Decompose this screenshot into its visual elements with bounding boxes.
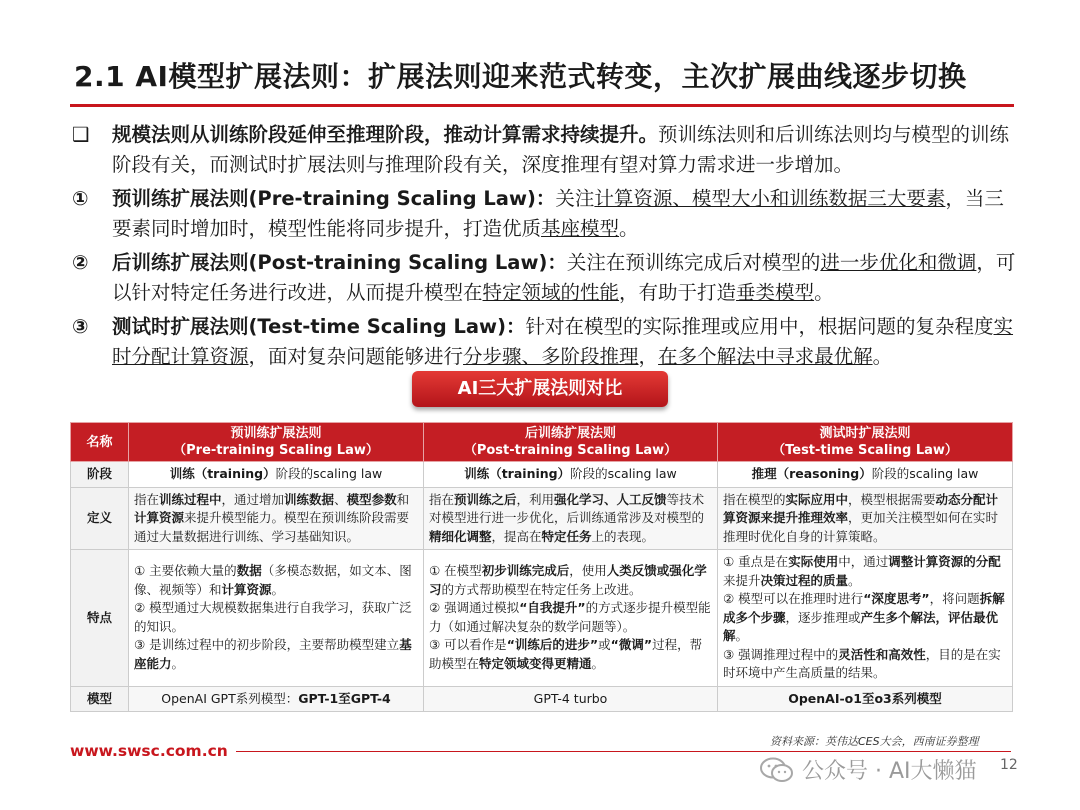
cell-bold: 推理（reasoning）	[751, 466, 872, 481]
table-row-model	[71, 686, 1013, 712]
bullet-text: ，	[638, 345, 659, 368]
cell-model-pretraining	[129, 686, 424, 712]
bullet-underline: 在多个解法中寻求最优解	[658, 345, 873, 368]
cell-text: ② 模型可以在推理时进行	[723, 591, 864, 606]
cell-bold: 精细化调整	[429, 528, 492, 544]
header-testtime	[718, 423, 1013, 462]
cell-features-posttraining	[424, 550, 718, 687]
table-row-features	[71, 550, 1013, 687]
bullet-heading: 测试时扩展法则(Test-time Scaling Law)：	[112, 315, 526, 338]
header-pretraining-en: （Pre-training Scaling Law）	[173, 443, 379, 458]
bullet-heading: 后训练扩展法则(Post-training Scaling Law)：	[112, 251, 567, 274]
cell-definition-testtime	[718, 487, 1013, 550]
bullet-posttraining	[72, 248, 1020, 308]
cell-text: ，通过增加	[221, 491, 285, 507]
bullet-underline: 实时分配计算资源	[112, 315, 1014, 368]
cell-bold: 灵活性和高效性	[838, 646, 926, 662]
cell-model-testtime	[718, 686, 1013, 712]
watermark	[760, 754, 977, 785]
bullet-underline: 特定领域的性能	[482, 281, 620, 304]
header-testtime-en: （Test-time Scaling Law）	[772, 443, 958, 458]
cell-text: ，模型根据需要	[848, 491, 936, 507]
cell-text: 。	[171, 655, 185, 671]
bullet-text: ，可以针对特定任务进行改进，从而提升模型在	[112, 251, 1016, 304]
header-testtime-title: 测试时扩展法则	[819, 426, 911, 441]
cell-text: 。	[735, 628, 749, 643]
cell-text: 阶段的scaling law	[570, 466, 677, 481]
cell-text: 阶段的scaling law	[275, 466, 383, 481]
cell-bold: 动态分配计算资源来提升推理效率	[723, 491, 999, 525]
cell-text: 中，通过	[838, 554, 889, 569]
bullet-text: 针对在模型的实际推理或应用中，根据问题的复杂程度	[525, 315, 994, 338]
cell-stage-testtime	[718, 462, 1013, 488]
feature-item	[134, 562, 418, 599]
feature-item	[429, 636, 712, 673]
header-pretraining-title: 预训练扩展法则	[230, 426, 322, 441]
table-header-row	[71, 423, 1013, 462]
cell-model-posttraining: GPT-4 turbo	[424, 686, 718, 712]
cell-bold: 训练数据	[284, 491, 335, 507]
row-label-stage: 阶段	[71, 462, 129, 488]
cell-bold: 数据	[236, 563, 262, 579]
bullet-text: 。	[619, 217, 639, 240]
feature-item	[723, 590, 1007, 646]
cell-bold: “微调”	[610, 637, 653, 653]
cell-text: 、	[334, 491, 347, 507]
bullet-list	[72, 120, 1020, 376]
cell-text: 过程，帮助模型在	[429, 637, 703, 671]
cell-bold: 训练（training）	[169, 466, 276, 481]
cell-text: 或	[598, 637, 611, 653]
cell-bold: 调整计算资源的分配	[888, 554, 1001, 569]
bullet-intro	[72, 120, 1020, 180]
bullet-underline: 基座模型	[541, 217, 620, 240]
bullet-text: ，有助于打造	[619, 281, 737, 304]
header-name: 名称	[71, 423, 129, 462]
cell-text: 。	[591, 655, 605, 671]
cell-bold: ，评估最优解	[723, 609, 999, 643]
cell-bold: 决策过程的质量	[760, 572, 849, 588]
feature-item	[134, 599, 418, 636]
cell-text: 来提升模型能力。模型在预训练阶段需要通过大量数据进行训练、学习基础知识。	[134, 510, 410, 544]
bullet-underline: 分步骤、多阶段推理	[463, 345, 639, 368]
bullet-text: 关注在预训练完成后对模型的	[566, 251, 821, 274]
header-posttraining-en: （Post-training Scaling Law）	[463, 443, 678, 458]
bullet-underline: 垂类模型	[736, 281, 815, 304]
cell-text: ③ 可以看作是	[429, 637, 507, 653]
cell-bold: 特定任务	[541, 528, 592, 544]
bullet-heading: 预训练扩展法则(Pre-training Scaling Law)：	[112, 187, 556, 210]
cell-text: ③ 强调推理过程中的	[723, 646, 839, 662]
bullet-underline: 计算资源、模型大小和训练数据三大要素	[594, 187, 946, 210]
cell-features-testtime	[718, 550, 1013, 687]
cell-text: 等技术对模型进行进一步优化，后训练通常涉及对模型的	[429, 491, 705, 525]
table-row-stage	[71, 462, 1013, 488]
cell-bold: GPT-1至GPT-4	[298, 690, 391, 706]
cell-text: OpenAI GPT系列模型：	[161, 690, 299, 706]
cell-bold: “训练后的进步”	[506, 637, 599, 653]
cell-text: 的方式逐步提升模型能力（如通过解决复杂的数学问题等）。	[429, 600, 711, 634]
feature-item	[429, 562, 712, 599]
page-number: 12	[1000, 757, 1018, 773]
header-posttraining-title: 后训练扩展法则	[524, 426, 616, 441]
circled-one-icon: ①	[72, 187, 89, 210]
cell-text: 来提升	[723, 572, 761, 588]
cell-text: ，将问题	[929, 591, 980, 606]
row-label-definition: 定义	[71, 487, 129, 550]
feature-item	[723, 646, 1007, 683]
cell-text: 。	[271, 581, 285, 597]
bullet-intro-text: 预训练法则和后训练法则均与模型的训练阶段有关，而测试时扩展法则与推理阶段有关，深度推理有望对算力需求进一步增加。	[112, 123, 1010, 176]
bullet-testtime	[72, 312, 1020, 372]
bullet-intro-bold: 规模法则从训练阶段延伸至推理阶段，推动计算需求持续提升。	[112, 123, 659, 146]
cell-bold: 人类反馈或强化学习	[429, 563, 707, 597]
cell-text: ② 强调通过模拟	[429, 600, 520, 616]
cell-definition-pretraining	[129, 487, 424, 550]
cell-bold: 强化学习、人工反馈	[554, 491, 667, 507]
cell-definition-posttraining	[424, 487, 718, 550]
cell-bold: 拆解成多个步骤	[723, 591, 1005, 625]
cell-bold: OpenAI-o1至o3	[788, 690, 892, 706]
bullet-underline: 进一步优化和微调	[820, 251, 977, 274]
header-pretraining	[129, 423, 424, 462]
cell-text: 指在模型的	[723, 491, 786, 507]
cell-text: ① 重点是在	[723, 554, 789, 569]
cell-bold: 实际使用	[788, 554, 839, 569]
cell-bold: 系列模型	[891, 690, 942, 706]
cell-text: 指在	[429, 491, 455, 507]
circled-two-icon: ②	[72, 251, 89, 274]
cell-text: ，逐步推理或	[785, 609, 861, 625]
cell-bold: 计算资源	[221, 581, 272, 597]
cell-text: ③ 是训练过程中的初步阶段，主要帮助模型建立	[134, 637, 400, 653]
source-note: 资料来源：英伟达CES大会，西南证券整理	[770, 735, 979, 748]
cell-bold: 计算资源	[134, 510, 185, 525]
bullet-text: 关注	[555, 187, 595, 210]
header-posttraining	[424, 423, 718, 462]
cell-text: 的方式帮助模型在特定任务上改进。	[441, 581, 642, 597]
feature-item	[134, 636, 418, 673]
cell-bold: 训练过程中	[159, 491, 222, 507]
cell-text: （多模态数据，如文本、图像、视频等）和	[134, 563, 412, 597]
table-caption-pill: AI三大扩展法则对比	[412, 371, 668, 407]
watermark-text: 公众号 · AI大懒猫	[802, 759, 977, 784]
cell-text: 指在	[134, 491, 160, 507]
cell-text: ，使用	[569, 563, 607, 579]
cell-text: ① 主要依赖大量的	[134, 563, 237, 579]
title-divider	[70, 104, 1014, 107]
checkbox-bullet-icon: ❑	[72, 123, 90, 146]
feature-item	[429, 599, 712, 636]
footer-divider	[236, 751, 1011, 752]
wechat-icon	[760, 757, 794, 783]
bullet-pretraining	[72, 184, 1020, 244]
comparison-table	[70, 422, 1013, 712]
cell-bold: “自我提升”	[519, 600, 586, 616]
cell-stage-posttraining	[424, 462, 718, 488]
cell-bold: 训练（training）	[464, 466, 571, 481]
cell-text: ，利用	[516, 491, 555, 507]
cell-stage-pretraining	[129, 462, 424, 488]
circled-three-icon: ③	[72, 315, 89, 338]
bullet-text: 。	[872, 345, 893, 368]
cell-text: 上的表现。	[591, 528, 655, 544]
bullet-text: ，当三要素同时增加时，模型性能将同步提升，打造优质	[112, 187, 1004, 240]
cell-text: ，更加关注模型如何在实时推理时优化自身的计算策略。	[723, 510, 999, 544]
cell-bold: 实际应用中	[785, 491, 849, 507]
cell-bold: 特定领域变得更精通	[479, 655, 592, 671]
cell-bold: 模型参数	[346, 491, 397, 507]
cell-bold: 产生多个解法	[860, 609, 936, 625]
bullet-text: ，面对复杂问题能够进行	[248, 345, 464, 368]
cell-text: ② 模型通过大规模数据集进行自我学习，获取广泛的知识。	[134, 600, 412, 634]
cell-features-pretraining	[129, 550, 424, 687]
site-url: www.swsc.com.cn	[70, 742, 228, 760]
cell-text: ，目的是在实时环境中产生高质量的结果。	[723, 646, 1001, 680]
cell-text: 阶段的scaling law	[871, 466, 979, 481]
row-label-model: 模型	[71, 686, 129, 712]
table-row-definition	[71, 487, 1013, 550]
cell-bold: “深度思考”	[863, 591, 930, 606]
cell-bold: 基座能力	[134, 637, 412, 671]
cell-bold: 预训练之后	[454, 491, 517, 507]
cell-text: 。	[848, 572, 861, 588]
bullet-text: 。	[814, 281, 834, 304]
cell-text: ，提高在	[491, 528, 542, 544]
row-label-features: 特点	[71, 550, 129, 687]
cell-text: ① 在模型	[429, 563, 482, 579]
cell-text: 和	[396, 491, 410, 507]
feature-item	[723, 553, 1007, 590]
cell-bold: 初步训练完成后	[481, 563, 570, 579]
page-title: 2.1 AI模型扩展法则：扩展法则迎来范式转变，主次扩展曲线逐步切换	[74, 60, 967, 93]
